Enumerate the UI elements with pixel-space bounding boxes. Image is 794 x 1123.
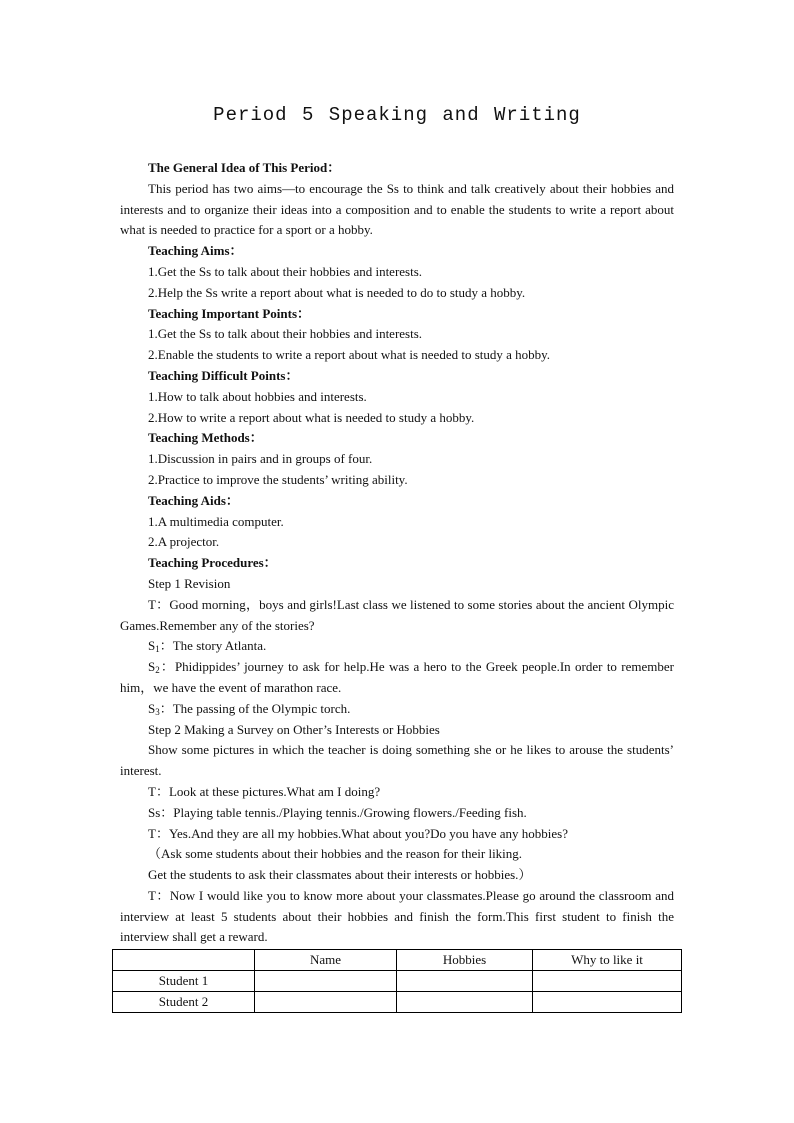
table-header-cell: Why to like it bbox=[533, 950, 682, 971]
teacher-line: T：Yes.And they are all my hobbies.What about you?Do you have any hobbies? bbox=[148, 825, 569, 841]
step1-title: Step 1 Revision bbox=[148, 575, 231, 591]
speaker-number: 3 bbox=[155, 706, 160, 717]
students-line: Ss：Playing table tennis./Playing tennis./Growing flowers./Feeding fish. bbox=[148, 804, 527, 820]
aids-heading: Teaching Aids： bbox=[148, 492, 239, 508]
important-points-heading: Teaching Important Points： bbox=[148, 305, 311, 321]
row-label: Student 1 bbox=[113, 971, 255, 992]
speaker-label: S bbox=[148, 638, 156, 654]
name-cell[interactable] bbox=[255, 992, 397, 1013]
teacher-line: T：Good morning，boys and girls!Last class we listened to some stories about the ancient Olympic Games.Remember any of the stories? bbox=[120, 596, 674, 633]
why-cell[interactable] bbox=[533, 992, 682, 1013]
speaker-label: S bbox=[148, 659, 156, 675]
student-line-text: ：The passing of the Olympic torch. bbox=[159, 700, 351, 716]
teaching-aims-heading: Teaching Aims： bbox=[148, 243, 243, 259]
speaker-number: 1 bbox=[155, 644, 160, 655]
difficult-points-heading: Teaching Difficult Points： bbox=[148, 367, 299, 383]
teacher-line: T：Look at these pictures.What am I doing? bbox=[148, 783, 381, 799]
teacher-line: T：Now I would like you to know more about your classmates.Please go around the classroom and interview at least 5 students about their hobbies and finish the form.This first student to finish the interview shall get a reward. bbox=[120, 887, 674, 945]
hobbies-cell[interactable] bbox=[397, 971, 533, 992]
speaker-number: 2 bbox=[155, 665, 160, 676]
table-header-cell: Name bbox=[255, 950, 397, 971]
general-idea-text: This period has two aims—to encourage the Ss to think and talk creatively about their hobbies and interests and to organize their ideas into a composition and to enable the students to write a report about what is needed to practice for a sport or a hobby. bbox=[120, 180, 674, 238]
table-header-cell: Hobbies bbox=[397, 950, 533, 971]
important-points-item: 2.Enable the students to write a report about what is needed to study a hobby. bbox=[148, 347, 551, 363]
aids-item: 1.A multimedia computer. bbox=[148, 513, 284, 529]
step2-title: Step 2 Making a Survey on Other’s Interests or Hobbies bbox=[148, 721, 440, 737]
page-title: Period 5 Speaking and Writing bbox=[213, 104, 581, 126]
difficult-points-item: 2.How to write a report about what is needed to study a hobby. bbox=[148, 409, 475, 425]
survey-table bbox=[112, 949, 682, 1013]
row-label: Student 2 bbox=[113, 992, 255, 1013]
get-students-note: Get the students to ask their classmates about their interests or hobbies.） bbox=[148, 867, 532, 883]
hobbies-cell[interactable] bbox=[397, 992, 533, 1013]
ask-note: （Ask some students about their hobbies and the reason for their liking. bbox=[148, 846, 523, 862]
table-header-cell bbox=[113, 950, 255, 971]
procedures-heading: Teaching Procedures： bbox=[148, 555, 277, 571]
student-line-text: ：Phidippides’ journey to ask for help.He was a hero to the Greek people.In order to remember him，we have the event of marathon race. bbox=[120, 659, 674, 695]
name-cell[interactable] bbox=[255, 971, 397, 992]
important-points-item: 1.Get the Ss to talk about their hobbies and interests. bbox=[148, 326, 423, 342]
why-cell[interactable] bbox=[533, 971, 682, 992]
general-idea-heading: The General Idea of This Period： bbox=[148, 160, 341, 175]
student-line-text: ：The story Atlanta. bbox=[159, 638, 267, 654]
teaching-aims-item: 2.Help the Ss write a report about what is needed to do to study a hobby. bbox=[148, 284, 526, 300]
aids-item: 2.A projector. bbox=[148, 534, 220, 550]
table-header-row bbox=[113, 950, 682, 971]
difficult-points-item: 1.How to talk about hobbies and interests. bbox=[148, 388, 367, 404]
methods-item: 2.Practice to improve the students’ writing ability. bbox=[148, 471, 408, 487]
show-pictures-text: Show some pictures in which the teacher is doing something she or he likes to arouse the students’ interest. bbox=[120, 742, 674, 779]
speaker-label: S bbox=[148, 700, 156, 716]
student-line bbox=[120, 657, 674, 699]
methods-item: 1.Discussion in pairs and in groups of four. bbox=[148, 451, 373, 467]
table-row bbox=[113, 992, 682, 1013]
student-line bbox=[120, 636, 674, 657]
student-line bbox=[120, 699, 674, 720]
methods-heading: Teaching Methods： bbox=[148, 430, 263, 446]
table-row bbox=[113, 971, 682, 992]
lesson-content bbox=[120, 158, 674, 948]
teaching-aims-item: 1.Get the Ss to talk about their hobbies and interests. bbox=[148, 263, 423, 279]
